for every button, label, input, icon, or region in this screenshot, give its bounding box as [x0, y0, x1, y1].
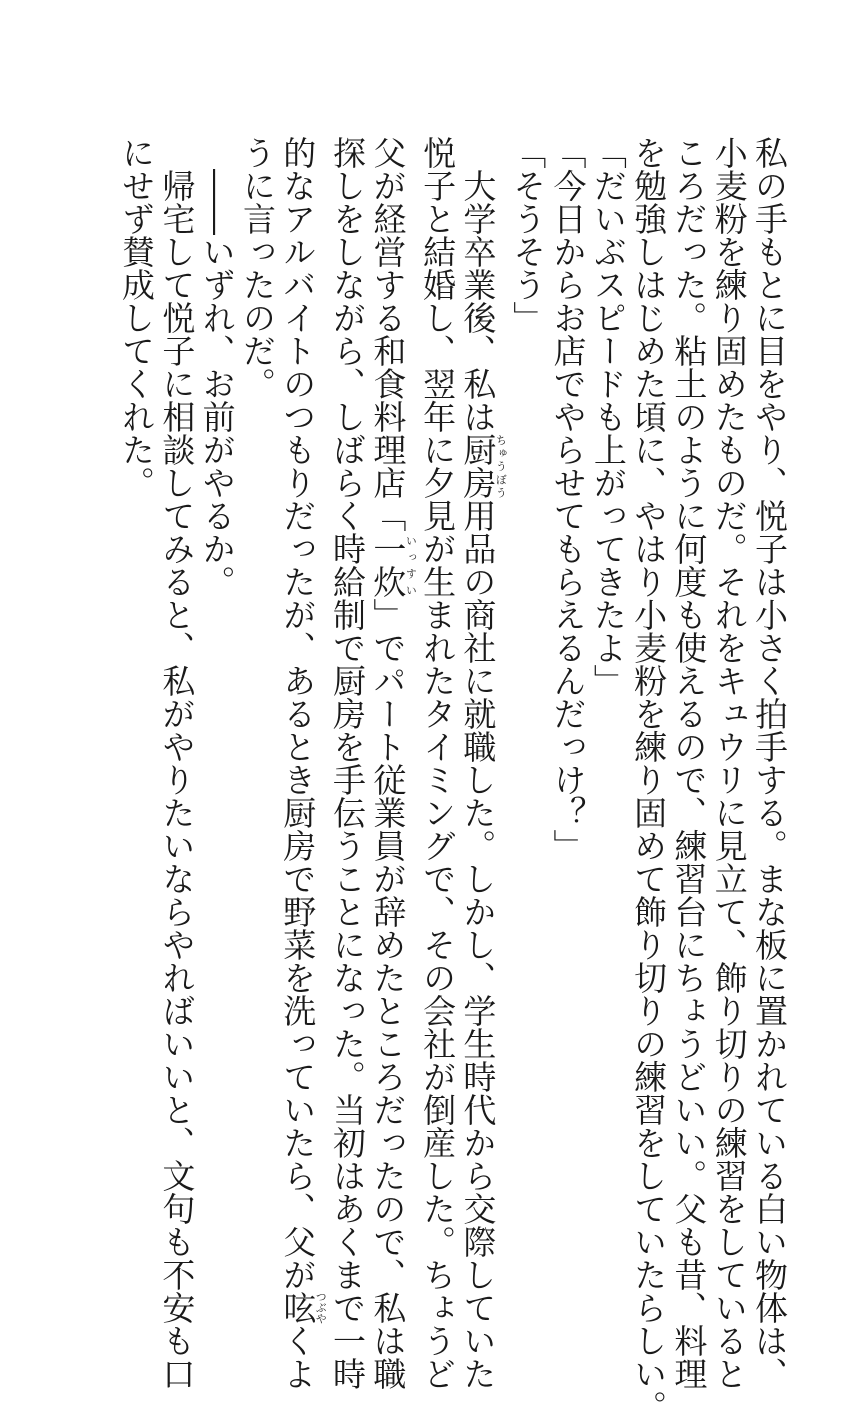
text-line: 私の手もとに目をやり、悦子は小さく拍手する。まな板に置かれている白い物体は、	[750, 136, 789, 1390]
text-line: 小麦粉を練り固めたものだ。それをキュウリに見立て、飾り切りの練習をしていると	[709, 136, 749, 1390]
text-line: 帰宅して悦子に相談してみると、私がやりたいならやればいいと、文句も不安も口	[157, 169, 197, 1390]
ruby-annotation: 呟つぶや	[278, 1291, 328, 1324]
text-line: うに言ったのだ。	[237, 136, 277, 400]
text-line: 悦子と結婚し、翌年に夕見が生まれたタイミングで、その会社が倒産した。ちょうど	[418, 136, 458, 1390]
furigana-reading: ちゅうぼう	[494, 433, 508, 499]
text-line: ――いずれ、お前がやるか。	[197, 169, 237, 598]
text-line: にせず賛成してくれた。	[117, 136, 157, 499]
dialogue-line: 「そうそう」	[508, 136, 548, 334]
text-line: 大学卒業後、私は厨房ちゅうぼう用品の商社に就職した。しかし、学生時代から交際していた	[458, 169, 508, 1390]
text-line: 探しをしながら、しばらく時給制で厨房を手伝うことになった。当初はあくまで一時	[328, 136, 368, 1390]
text-line: 父が経営する和食料理店「一炊いっすい」でパート従業員が辞めたところだったので、私は職	[368, 136, 418, 1390]
dialogue-line: 「今日からお店でやらせてもらえるんだっけ？」	[548, 136, 588, 862]
ruby-annotation: 厨房ちゅうぼう	[458, 433, 508, 499]
text-line: を勉強しはじめた頃に、やはり小麦粉を練り固めて飾り切りの練習をしていたらしい。	[629, 136, 669, 1423]
furigana-reading: いっすい	[404, 532, 418, 598]
ruby-annotation: 一炊いっすい	[368, 532, 418, 598]
dialogue-line: 「だいぶスピードも上がってきたよ」	[588, 136, 628, 697]
furigana-reading: つぶや	[314, 1291, 328, 1324]
text-line: ころだった。粘土のように何度も使えるので、練習台にちょうどいい。父も昔、料理	[669, 136, 709, 1390]
text-line: 的なアルバイトのつもりだったが、あるとき厨房で野菜を洗っていたら、父が呟つぶやくよ	[278, 136, 328, 1390]
vertical-text-body	[116, 136, 789, 1423]
